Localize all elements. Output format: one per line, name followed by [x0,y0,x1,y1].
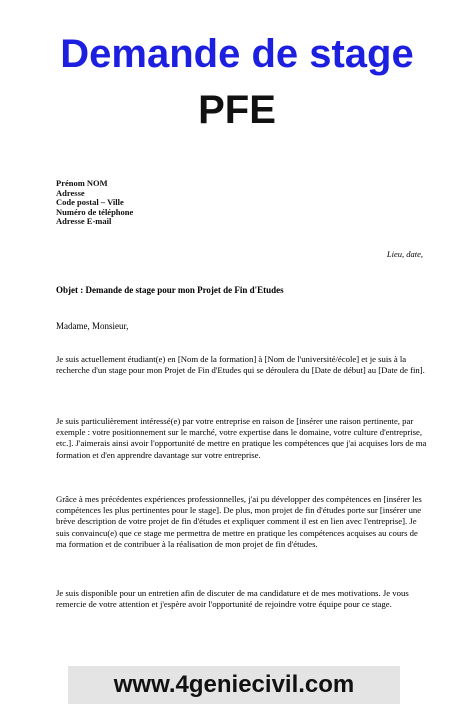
letter-paragraph: Je suis particulièrement intéressé(e) par votre entreprise en raison de [insérer une raison pertinente, par exemple : votre positionnement sur le marché, votre expertise dans le domaine, votre culture d'entreprise, etc.]. J'aimerais ainsi avoir l'opportunité de mettre en pratique les compétences que j'ai acquises lors de ma formation et d'en apprendre davantage sur votre entreprise. [56,416,427,460]
letter-paragraph: Je suis actuellement étudiant(e) en [Nom de la formation] à [Nom de l'université/école] et je suis à la recherche d'un stage pour mon Projet de Fin d'Etudes qui se déroulera du [Date de début] au [Date de fin]. [56,354,425,376]
sender-name: Prénom NOM [56,178,108,188]
sender-email: Adresse E-mail [56,216,112,226]
letter-paragraph: Grâce à mes précédentes expériences professionnelles, j'ai pu développer des compétences en [insérer les compétences les plus pertinentes pour le stage]. De plus, mon projet de fin d'études porte sur [insérer une brève description de votre projet de fin d'études et expliquer comment il est en lien avec l'entreprise]. Je suis convaincu(e) que ce stage me permettra de mettre en pratique les compétences acquises au cours de ma formation et de contribuer à la réalisation de mon projet de fin d'études. [56,494,422,549]
letter-date: Lieu, date, [386,249,423,259]
footer-banner [68,666,400,704]
sender-postal-city: Code postal – Ville [56,197,124,207]
letter-subject: Objet : Demande de stage pour mon Projet de Fin d'Etudes [56,285,284,295]
sender-block [56,179,428,227]
letter-salutation: Madame, Monsieur, [56,321,129,331]
footer-url[interactable]: www.4geniecivil.com [113,671,355,698]
letter-paragraph: Je suis disponible pour un entretien afin de discuter de ma candidature et de mes motivations. Je vous remercie de votre attention et j'espère avoir l'opportunité de rejoindre votre équipe pour ce stage. [56,588,409,610]
page-subtitle: PFE [198,88,276,132]
sender-phone: Numéro de téléphone [56,206,134,217]
sender-address: Adresse [56,187,85,198]
page-title: Demande de stage [60,32,414,76]
